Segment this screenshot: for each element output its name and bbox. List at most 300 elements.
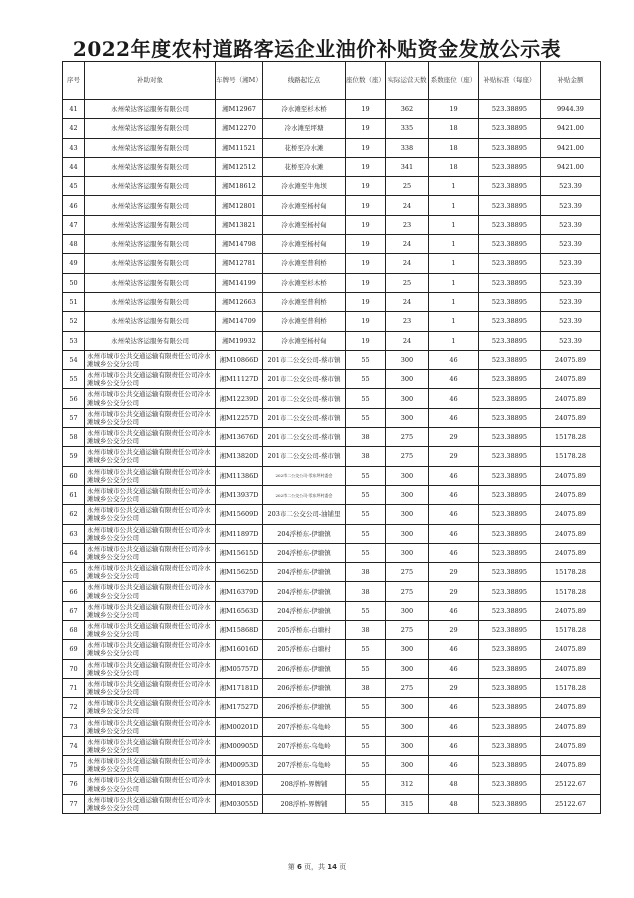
cell-coef-seats: 46	[429, 659, 479, 678]
cell-days: 300	[386, 485, 429, 504]
cell-coef-seats: 46	[429, 466, 479, 485]
cell-plate: 湘M12270	[216, 119, 263, 138]
cell-seats: 55	[346, 601, 386, 620]
cell-route: 201市二公交公司-蔡市镇	[263, 447, 346, 466]
cell-days: 300	[386, 524, 429, 543]
table-row	[63, 292, 601, 311]
cell-standard: 523.38895	[479, 698, 541, 717]
cell-standard: 523.38895	[479, 736, 541, 755]
cell-days: 275	[386, 428, 429, 447]
cell-days: 275	[386, 447, 429, 466]
cell-seq: 55	[63, 370, 85, 389]
table-row	[63, 505, 601, 524]
cell-standard: 523.38895	[479, 659, 541, 678]
cell-seats: 19	[346, 292, 386, 311]
cell-recipient: 永州市城市公共交通运输有限责任公司冷水滩城乡公交分公司	[85, 717, 216, 736]
cell-amount: 15178.28	[541, 563, 601, 582]
cell-recipient: 永州市城市公共交通运输有限责任公司冷水滩城乡公交分公司	[85, 756, 216, 775]
cell-standard: 523.38895	[479, 466, 541, 485]
cell-coef-seats: 46	[429, 485, 479, 504]
cell-amount: 15178.28	[541, 621, 601, 640]
cell-amount: 9421.00	[541, 157, 601, 176]
table-row	[63, 100, 601, 119]
cell-days: 315	[386, 794, 429, 813]
table-row	[63, 196, 601, 215]
cell-recipient: 永州市城市公共交通运输有限责任公司冷水滩城乡公交分公司	[85, 408, 216, 427]
cell-seq: 68	[63, 621, 85, 640]
cell-coef-seats: 46	[429, 350, 479, 369]
cell-route: 207浮桥东-乌龟岭	[263, 756, 346, 775]
cell-coef-seats: 46	[429, 698, 479, 717]
cell-seq: 44	[63, 157, 85, 176]
cell-route: 冷水滩至杉木桥	[263, 100, 346, 119]
cell-plate: 湘M00201D	[216, 717, 263, 736]
cell-amount: 24075.89	[541, 543, 601, 562]
cell-seq: 53	[63, 331, 85, 350]
cell-recipient: 永州荣达客运服务有限公司	[85, 235, 216, 254]
cell-coef-seats: 46	[429, 601, 479, 620]
cell-seq: 51	[63, 292, 85, 311]
cell-amount: 15178.28	[541, 447, 601, 466]
cell-standard: 523.38895	[479, 196, 541, 215]
cell-amount: 9944.39	[541, 100, 601, 119]
cell-recipient: 永州市城市公共交通运输有限责任公司冷水滩城乡公交分公司	[85, 389, 216, 408]
cell-seq: 66	[63, 582, 85, 601]
cell-seats: 55	[346, 698, 386, 717]
cell-recipient: 永州荣达客运服务有限公司	[85, 138, 216, 157]
cell-standard: 523.38895	[479, 485, 541, 504]
cell-route: 冷水滩至普利桥	[263, 254, 346, 273]
cell-amount: 24075.89	[541, 736, 601, 755]
cell-days: 275	[386, 563, 429, 582]
cell-seats: 38	[346, 428, 386, 447]
cell-route: 冷水滩至杨村甸	[263, 196, 346, 215]
cell-recipient: 永州市城市公共交通运输有限责任公司冷水滩城乡公交分公司	[85, 428, 216, 447]
cell-plate: 湘M17181D	[216, 678, 263, 697]
cell-route: 202市二公交公司-零东坪村委会	[263, 485, 346, 504]
cell-days: 25	[386, 273, 429, 292]
cell-seats: 19	[346, 331, 386, 350]
cell-recipient: 永州市城市公共交通运输有限责任公司冷水滩城乡公交分公司	[85, 485, 216, 504]
cell-days: 300	[386, 466, 429, 485]
cell-seats: 55	[346, 505, 386, 524]
cell-coef-seats: 1	[429, 273, 479, 292]
cell-plate: 湘M12257D	[216, 408, 263, 427]
table-row	[63, 273, 601, 292]
cell-days: 300	[386, 698, 429, 717]
cell-plate: 湘M16379D	[216, 582, 263, 601]
cell-coef-seats: 1	[429, 196, 479, 215]
cell-seq: 64	[63, 543, 85, 562]
cell-plate: 湘M18612	[216, 177, 263, 196]
cell-plate: 湘M15625D	[216, 563, 263, 582]
table-row	[63, 119, 601, 138]
cell-recipient: 永州荣达客运服务有限公司	[85, 100, 216, 119]
cell-seats: 55	[346, 485, 386, 504]
table-row	[63, 601, 601, 620]
cell-seats: 19	[346, 273, 386, 292]
cell-seq: 70	[63, 659, 85, 678]
cell-standard: 523.38895	[479, 235, 541, 254]
cell-route: 208浮桥-界牌铺	[263, 775, 346, 794]
cell-seats: 55	[346, 717, 386, 736]
cell-seats: 55	[346, 756, 386, 775]
cell-days: 24	[386, 196, 429, 215]
cell-seats: 19	[346, 100, 386, 119]
cell-days: 362	[386, 100, 429, 119]
cell-days: 338	[386, 138, 429, 157]
table-row	[63, 640, 601, 659]
cell-amount: 24075.89	[541, 601, 601, 620]
table-row	[63, 408, 601, 427]
table-row	[63, 389, 601, 408]
cell-recipient: 永州市城市公共交通运输有限责任公司冷水滩城乡公交分公司	[85, 582, 216, 601]
cell-plate: 湘M17527D	[216, 698, 263, 717]
footer-prefix: 第	[287, 863, 295, 871]
cell-recipient: 永州市城市公共交通运输有限责任公司冷水滩城乡公交分公司	[85, 698, 216, 717]
cell-seq: 76	[63, 775, 85, 794]
cell-seats: 55	[346, 350, 386, 369]
cell-days: 300	[386, 756, 429, 775]
cell-plate: 湘M14199	[216, 273, 263, 292]
cell-coef-seats: 46	[429, 408, 479, 427]
cell-route: 206浮桥东-伊塘镇	[263, 659, 346, 678]
cell-seats: 19	[346, 177, 386, 196]
cell-plate: 湘M11897D	[216, 524, 263, 543]
cell-seats: 55	[346, 408, 386, 427]
cell-seats: 38	[346, 582, 386, 601]
cell-plate: 湘M13821	[216, 215, 263, 234]
cell-recipient: 永州市城市公共交通运输有限责任公司冷水滩城乡公交分公司	[85, 640, 216, 659]
table-row	[63, 157, 601, 176]
table-row	[63, 736, 601, 755]
cell-days: 300	[386, 543, 429, 562]
cell-route: 204浮桥东-伊塘镇	[263, 601, 346, 620]
cell-coef-seats: 46	[429, 756, 479, 775]
cell-coef-seats: 29	[429, 678, 479, 697]
cell-standard: 523.38895	[479, 640, 541, 659]
cell-seats: 38	[346, 621, 386, 640]
cell-route: 201市二公交公司-蔡市镇	[263, 428, 346, 447]
cell-seq: 60	[63, 466, 85, 485]
cell-standard: 523.38895	[479, 273, 541, 292]
table-row	[63, 794, 601, 813]
cell-coef-seats: 1	[429, 331, 479, 350]
cell-plate: 湘M19932	[216, 331, 263, 350]
cell-seq: 63	[63, 524, 85, 543]
cell-recipient: 永州荣达客运服务有限公司	[85, 273, 216, 292]
header-coef-seats: 系数座位（座）	[429, 62, 479, 100]
cell-recipient: 永州荣达客运服务有限公司	[85, 292, 216, 311]
cell-route: 202市二公交公司-零东坪村委会	[263, 466, 346, 485]
cell-coef-seats: 29	[429, 563, 479, 582]
footer-total-pages: 14	[327, 863, 338, 871]
cell-coef-seats: 1	[429, 254, 479, 273]
cell-coef-seats: 1	[429, 312, 479, 331]
cell-coef-seats: 18	[429, 119, 479, 138]
cell-standard: 523.38895	[479, 408, 541, 427]
cell-plate: 湘M00953D	[216, 756, 263, 775]
cell-coef-seats: 29	[429, 428, 479, 447]
cell-coef-seats: 46	[429, 524, 479, 543]
cell-standard: 523.38895	[479, 370, 541, 389]
table-row	[63, 524, 601, 543]
cell-amount: 24075.89	[541, 505, 601, 524]
cell-coef-seats: 1	[429, 215, 479, 234]
cell-route: 204浮桥东-伊塘镇	[263, 543, 346, 562]
cell-seats: 19	[346, 138, 386, 157]
header-route: 线路起讫点	[263, 62, 346, 100]
table-body	[63, 100, 601, 814]
cell-route: 203市二公交公司-油铺里	[263, 505, 346, 524]
header-plate: 车牌号（湘M）	[216, 62, 263, 100]
cell-seq: 65	[63, 563, 85, 582]
cell-amount: 25122.67	[541, 775, 601, 794]
cell-coef-seats: 46	[429, 717, 479, 736]
cell-seq: 74	[63, 736, 85, 755]
cell-days: 300	[386, 736, 429, 755]
cell-amount: 24075.89	[541, 524, 601, 543]
table-row	[63, 215, 601, 234]
cell-standard: 523.38895	[479, 563, 541, 582]
cell-route: 204浮桥东-伊塘镇	[263, 582, 346, 601]
cell-seq: 61	[63, 485, 85, 504]
cell-standard: 523.38895	[479, 292, 541, 311]
cell-route: 冷水滩至杨村甸	[263, 235, 346, 254]
cell-seats: 19	[346, 119, 386, 138]
cell-recipient: 永州市城市公共交通运输有限责任公司冷水滩城乡公交分公司	[85, 563, 216, 582]
table-row	[63, 756, 601, 775]
cell-amount: 24075.89	[541, 408, 601, 427]
cell-plate: 湘M14709	[216, 312, 263, 331]
cell-plate: 湘M15615D	[216, 543, 263, 562]
cell-recipient: 永州荣达客运服务有限公司	[85, 196, 216, 215]
cell-standard: 523.38895	[479, 138, 541, 157]
cell-standard: 523.38895	[479, 582, 541, 601]
cell-seats: 55	[346, 543, 386, 562]
cell-seq: 50	[63, 273, 85, 292]
cell-days: 300	[386, 601, 429, 620]
table-row	[63, 543, 601, 562]
cell-standard: 523.38895	[479, 775, 541, 794]
cell-plate: 湘M15609D	[216, 505, 263, 524]
cell-coef-seats: 1	[429, 235, 479, 254]
cell-route: 207浮桥东-乌龟岭	[263, 717, 346, 736]
cell-seq: 41	[63, 100, 85, 119]
cell-seq: 75	[63, 756, 85, 775]
table-row	[63, 177, 601, 196]
cell-days: 300	[386, 717, 429, 736]
cell-seq: 45	[63, 177, 85, 196]
cell-seq: 69	[63, 640, 85, 659]
cell-coef-seats: 46	[429, 370, 479, 389]
cell-recipient: 永州市城市公共交通运输有限责任公司冷水滩城乡公交分公司	[85, 736, 216, 755]
cell-amount: 24075.89	[541, 350, 601, 369]
cell-plate: 湘M12781	[216, 254, 263, 273]
cell-seq: 73	[63, 717, 85, 736]
cell-plate: 湘M12801	[216, 196, 263, 215]
table-row	[63, 678, 601, 697]
cell-route: 201市二公交公司-蔡市镇	[263, 370, 346, 389]
cell-amount: 15178.28	[541, 678, 601, 697]
cell-plate: 湘M12512	[216, 157, 263, 176]
cell-route: 204浮桥东-伊塘镇	[263, 563, 346, 582]
cell-recipient: 永州市城市公共交通运输有限责任公司冷水滩城乡公交分公司	[85, 466, 216, 485]
cell-recipient: 永州市城市公共交通运输有限责任公司冷水滩城乡公交分公司	[85, 601, 216, 620]
cell-seats: 19	[346, 254, 386, 273]
table-row	[63, 717, 601, 736]
cell-recipient: 永州市城市公共交通运输有限责任公司冷水滩城乡公交分公司	[85, 350, 216, 369]
cell-seq: 59	[63, 447, 85, 466]
cell-route: 208浮桥-界牌铺	[263, 794, 346, 813]
cell-recipient: 永州荣达客运服务有限公司	[85, 215, 216, 234]
cell-standard: 523.38895	[479, 157, 541, 176]
cell-amount: 24075.89	[541, 466, 601, 485]
cell-coef-seats: 18	[429, 157, 479, 176]
cell-seq: 42	[63, 119, 85, 138]
cell-days: 300	[386, 389, 429, 408]
cell-recipient: 永州市城市公共交通运输有限责任公司冷水滩城乡公交分公司	[85, 659, 216, 678]
cell-days: 335	[386, 119, 429, 138]
footer-suffix: 页	[339, 863, 347, 871]
cell-plate: 湘M13676D	[216, 428, 263, 447]
table-row	[63, 312, 601, 331]
cell-plate: 湘M14798	[216, 235, 263, 254]
page-footer	[0, 862, 634, 872]
cell-route: 冷水滩至普利桥	[263, 312, 346, 331]
cell-plate: 湘M03055D	[216, 794, 263, 813]
cell-coef-seats: 19	[429, 100, 479, 119]
cell-recipient: 永州荣达客运服务有限公司	[85, 119, 216, 138]
table-row	[63, 138, 601, 157]
cell-standard: 523.38895	[479, 177, 541, 196]
cell-route: 冷水滩至牛角坝	[263, 177, 346, 196]
cell-route: 冷水滩至普利桥	[263, 292, 346, 311]
header-seats: 座位数（座）	[346, 62, 386, 100]
cell-recipient: 永州市城市公共交通运输有限责任公司冷水滩城乡公交分公司	[85, 543, 216, 562]
table-row	[63, 485, 601, 504]
cell-recipient: 永州市城市公共交通运输有限责任公司冷水滩城乡公交分公司	[85, 524, 216, 543]
cell-amount: 24075.89	[541, 698, 601, 717]
cell-amount: 523.39	[541, 235, 601, 254]
cell-days: 300	[386, 370, 429, 389]
cell-days: 24	[386, 292, 429, 311]
table-row	[63, 698, 601, 717]
table-row	[63, 235, 601, 254]
cell-seq: 77	[63, 794, 85, 813]
cell-seq: 72	[63, 698, 85, 717]
cell-amount: 24075.89	[541, 370, 601, 389]
cell-plate: 湘M11386D	[216, 466, 263, 485]
cell-days: 24	[386, 331, 429, 350]
cell-seats: 55	[346, 659, 386, 678]
cell-seq: 58	[63, 428, 85, 447]
cell-route: 花桥至冷水滩	[263, 138, 346, 157]
cell-seats: 19	[346, 157, 386, 176]
cell-recipient: 永州市城市公共交通运输有限责任公司冷水滩城乡公交分公司	[85, 370, 216, 389]
cell-plate: 湘M11521	[216, 138, 263, 157]
cell-route: 206浮桥东-伊塘镇	[263, 678, 346, 697]
cell-standard: 523.38895	[479, 428, 541, 447]
cell-amount: 24075.89	[541, 389, 601, 408]
cell-recipient: 永州荣达客运服务有限公司	[85, 157, 216, 176]
cell-standard: 523.38895	[479, 756, 541, 775]
cell-coef-seats: 1	[429, 292, 479, 311]
cell-seq: 43	[63, 138, 85, 157]
footer-current-page: 6	[296, 863, 302, 871]
cell-recipient: 永州市城市公共交通运输有限责任公司冷水滩城乡公交分公司	[85, 775, 216, 794]
cell-plate: 湘M13937D	[216, 485, 263, 504]
cell-seq: 62	[63, 505, 85, 524]
table-row	[63, 582, 601, 601]
page-title: 2022年度农村道路客运企业油价补贴资金发放公示表	[72, 37, 562, 61]
cell-coef-seats: 29	[429, 447, 479, 466]
cell-days: 23	[386, 312, 429, 331]
cell-seq: 49	[63, 254, 85, 273]
cell-seats: 38	[346, 447, 386, 466]
cell-standard: 523.38895	[479, 215, 541, 234]
cell-seq: 56	[63, 389, 85, 408]
cell-amount: 24075.89	[541, 717, 601, 736]
cell-standard: 523.38895	[479, 678, 541, 697]
cell-amount: 24075.89	[541, 640, 601, 659]
cell-seats: 55	[346, 370, 386, 389]
table-row	[63, 659, 601, 678]
cell-days: 300	[386, 408, 429, 427]
header-days: 实际运营天数	[386, 62, 429, 100]
cell-seats: 19	[346, 196, 386, 215]
cell-route: 205浮桥东-白塘村	[263, 621, 346, 640]
cell-route: 207浮桥东-乌龟岭	[263, 736, 346, 755]
table-row	[63, 621, 601, 640]
cell-standard: 523.38895	[479, 505, 541, 524]
cell-amount: 523.39	[541, 215, 601, 234]
cell-seq: 46	[63, 196, 85, 215]
cell-recipient: 永州市城市公共交通运输有限责任公司冷水滩城乡公交分公司	[85, 447, 216, 466]
cell-seats: 19	[346, 312, 386, 331]
cell-seats: 55	[346, 389, 386, 408]
cell-days: 300	[386, 640, 429, 659]
cell-coef-seats: 48	[429, 794, 479, 813]
cell-standard: 523.38895	[479, 331, 541, 350]
cell-seq: 48	[63, 235, 85, 254]
cell-seq: 52	[63, 312, 85, 331]
cell-seats: 55	[346, 524, 386, 543]
header-seq: 序号	[63, 62, 85, 100]
cell-days: 300	[386, 505, 429, 524]
cell-coef-seats: 48	[429, 775, 479, 794]
cell-coef-seats: 18	[429, 138, 479, 157]
cell-route: 冷水滩至杨村甸	[263, 331, 346, 350]
table-row	[63, 466, 601, 485]
cell-coef-seats: 46	[429, 543, 479, 562]
cell-amount: 15178.28	[541, 582, 601, 601]
cell-seats: 55	[346, 640, 386, 659]
cell-seq: 57	[63, 408, 85, 427]
table-row	[63, 331, 601, 350]
cell-seats: 55	[346, 466, 386, 485]
table-row	[63, 775, 601, 794]
cell-seq: 67	[63, 601, 85, 620]
table-row	[63, 370, 601, 389]
header-standard: 补贴标准（每座）	[479, 62, 541, 100]
cell-days: 275	[386, 678, 429, 697]
cell-recipient: 永州市城市公共交通运输有限责任公司冷水滩城乡公交分公司	[85, 678, 216, 697]
cell-route: 206浮桥东-伊塘镇	[263, 698, 346, 717]
cell-plate: 湘M00905D	[216, 736, 263, 755]
table-header-row	[63, 62, 601, 100]
cell-recipient: 永州市城市公共交通运输有限责任公司冷水滩城乡公交分公司	[85, 794, 216, 813]
